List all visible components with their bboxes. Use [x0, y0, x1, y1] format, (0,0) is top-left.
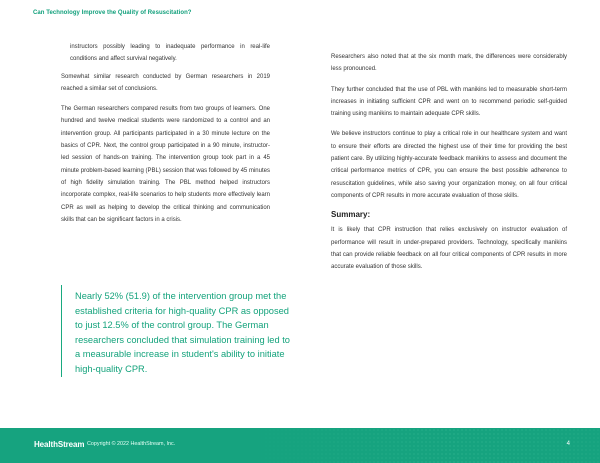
page-footer	[0, 428, 600, 463]
page-number: 4	[566, 441, 570, 447]
right-column	[331, 51, 567, 273]
document-header-title: Can Technology Improve the Quality of Resuscitation?	[33, 10, 192, 16]
left-paragraph-2: Somewhat similar research conducted by German researchers in 2019 reached a similar set of conclusions.	[61, 73, 270, 92]
right-paragraph-3: We believe instructors continue to play a critical role in our healthcare system and want to ensure their efforts are directed the highest use of their time for providing the best patient care. By utilizing highly-accurate feedback manikins to assess and document the critical performance metrics of CPR, you can ensure the best possible adherence to resuscitation guidelines, while also saving your organization money, on all four critical components of CPR results in more accurate evaluation of those skills.	[331, 131, 567, 199]
summary-heading: Summary:	[331, 210, 371, 220]
left-paragraph-3: The German researchers compared results from two groups of learners. One hundred and twelve medical students were randomized to a control and an intervention group. All participants participated in a 30 minute lecture on the basics of CPR. Next, the control group participated in a 90 minute, instructor-led session of hands-on training. The intervention group took part in a 45 minute problem-based learning (PBL) session that was followed by 45 minutes of high fidelity simulation training. The PBL method helped instructors incorporate complex, real-life scenarios to help students more effectively learn CPR as well as helping to develop the critical thinking and communication skills that can be significant factors in a crisis.	[61, 106, 270, 223]
right-paragraph-1: Researchers also noted that at the six month mark, the differences were considerably less pronounced.	[331, 54, 567, 73]
summary-paragraph: It is likely that CPR instruction that relies exclusively on instructor evaluation of performance will result in under-prepared providers. Technology, specifically manikins that can provide reliable feedback on all four critical components of CPR results in more accurate evaluation of those skills.	[331, 227, 567, 271]
right-paragraph-2: They further concluded that the use of PBL with manikins led to measurable short-term increases in initiating sufficient CPR and went on to recommend periodic self-guided training using manikins to maintain adequate CPR skills.	[331, 86, 567, 118]
left-paragraph-1: instructors possibly leading to inadequate performance in real-life conditions and affect survival negatively.	[70, 44, 270, 63]
pull-quote-text: Nearly 52% (51.9) of the intervention group met the established criteria for high-quality CPR as opposed to just 12.5% of the control group. The German researchers concluded that simulation training led to a measurable increase in student's ability to initiate high-quality CPR.	[75, 291, 290, 374]
healthstream-logo: HealthStream	[34, 440, 85, 449]
footer-copyright: Copyright © 2022 HealthStream, Inc.	[87, 441, 176, 447]
left-column	[61, 41, 270, 226]
pull-quote	[61, 285, 291, 377]
